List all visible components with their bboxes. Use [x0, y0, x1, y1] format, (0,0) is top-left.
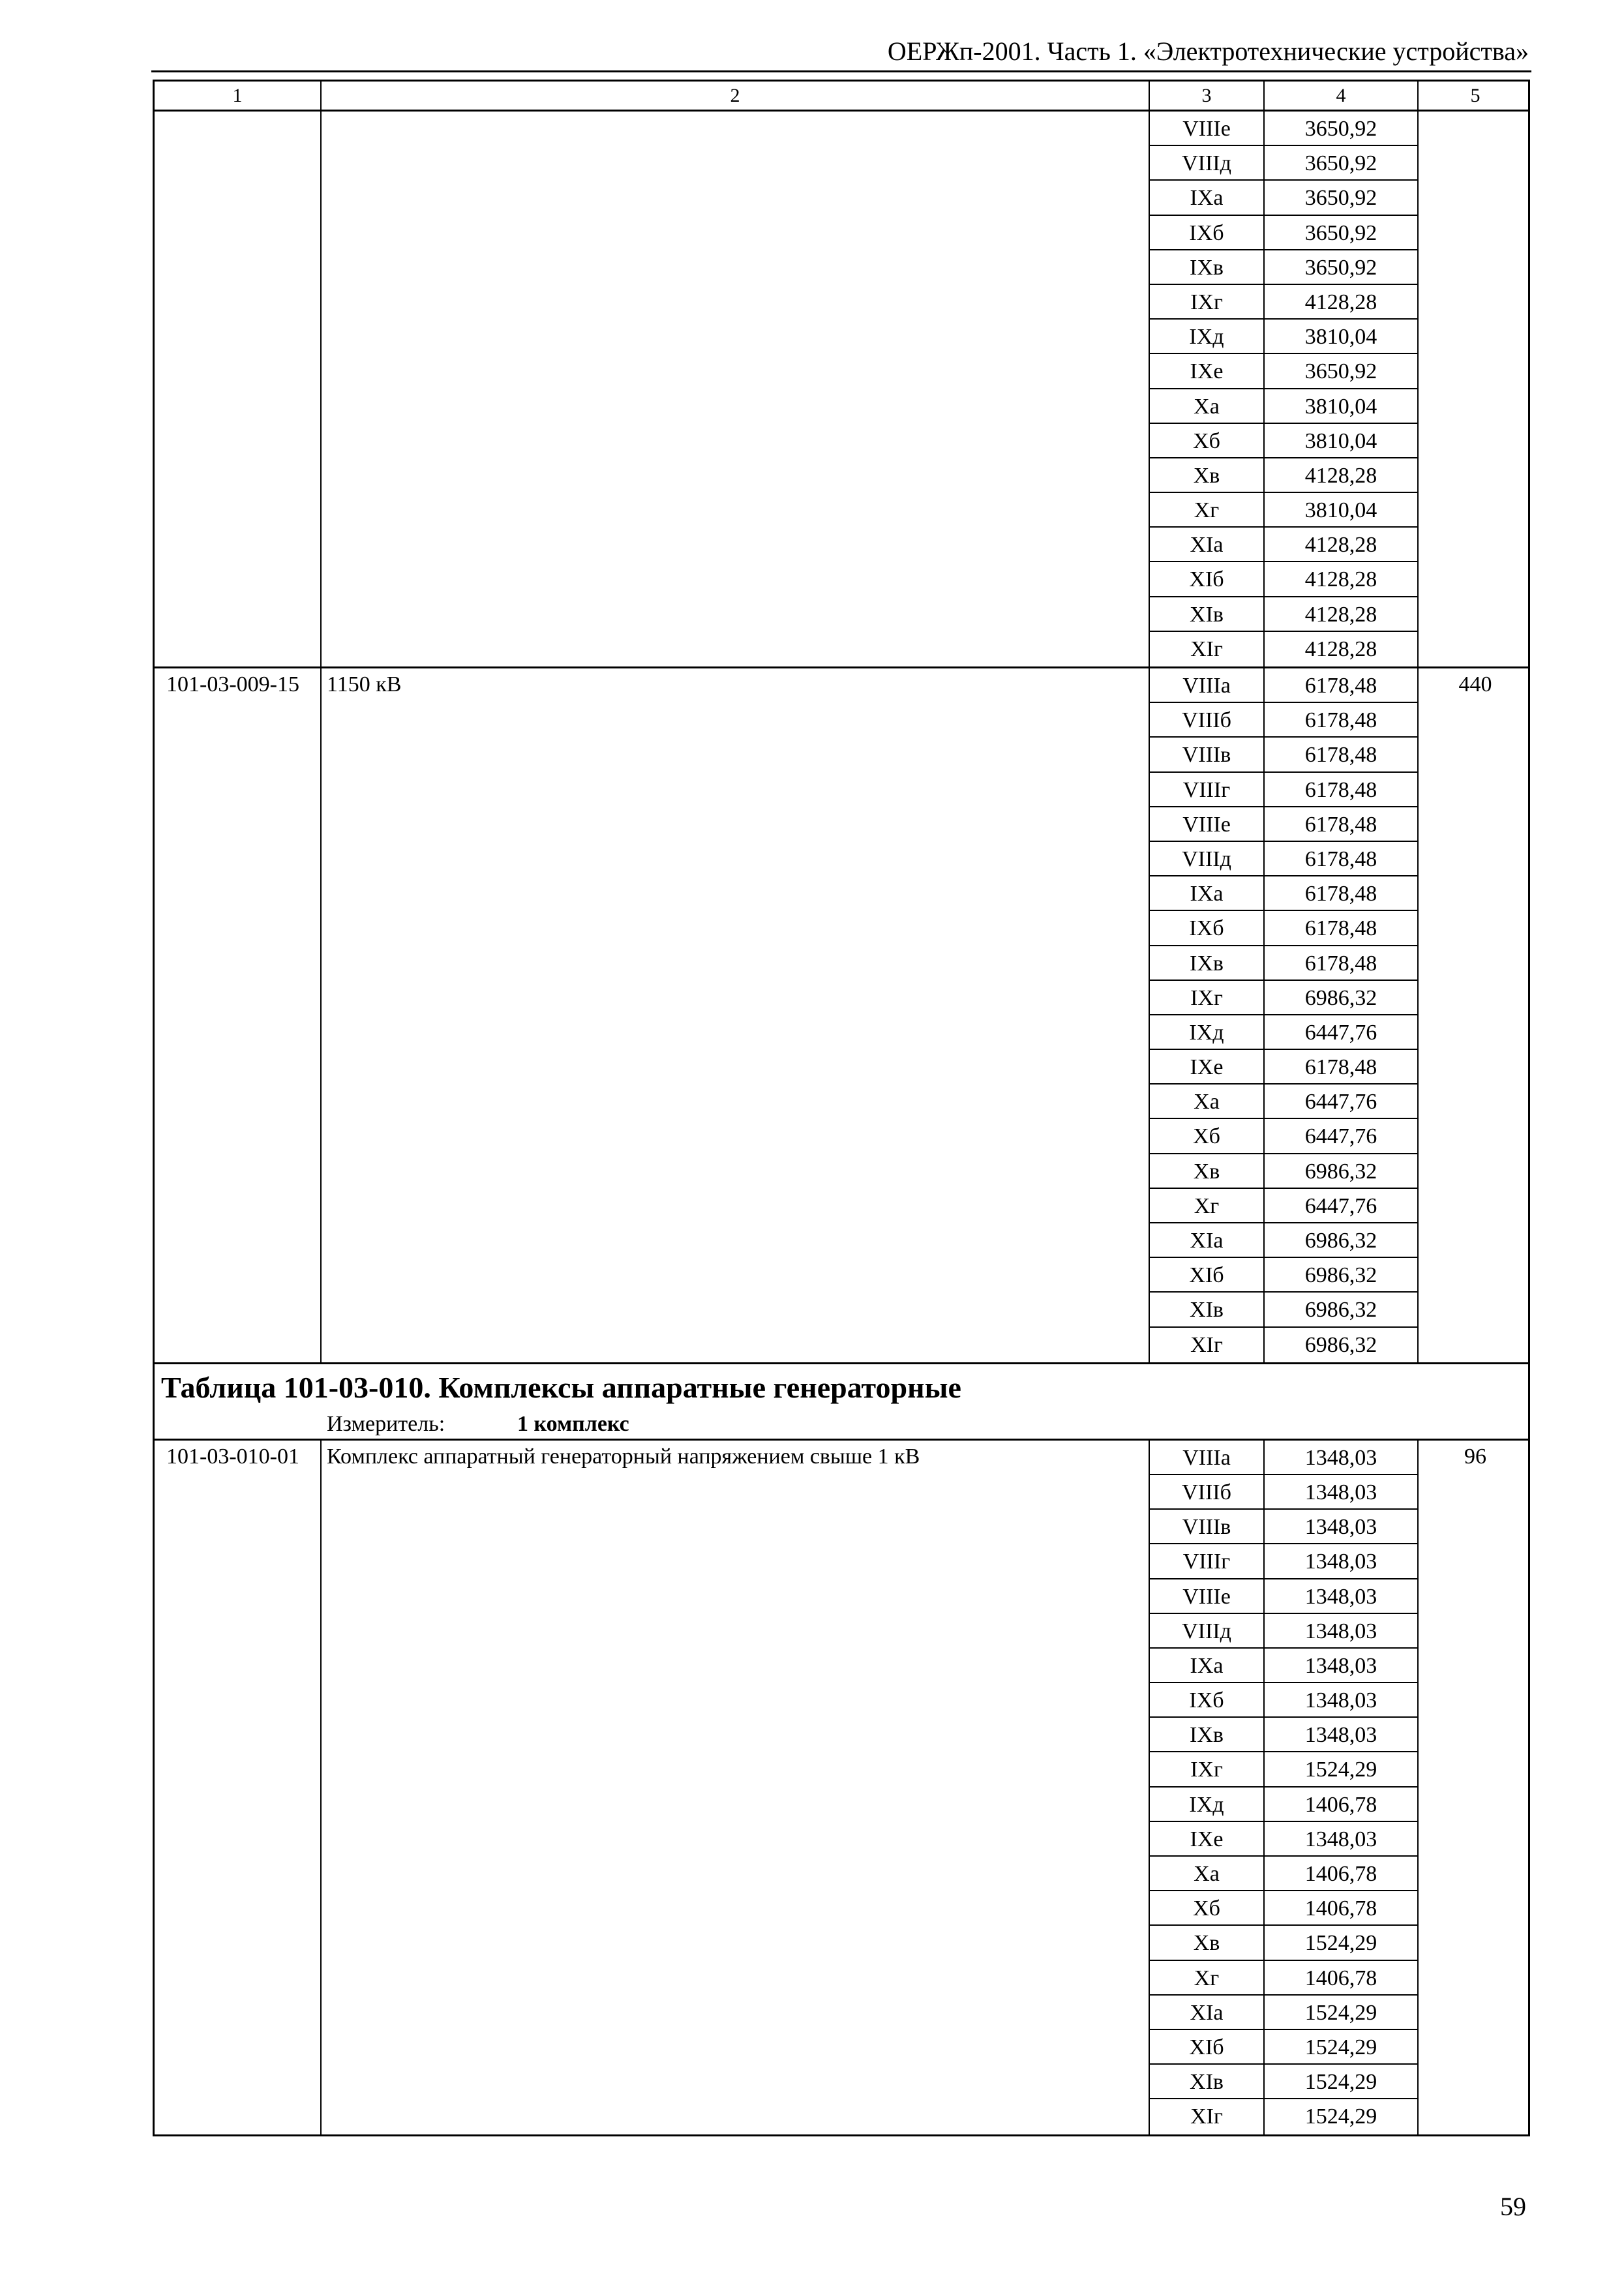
price-cell: 1348,03	[1265, 1544, 1417, 1579]
class-cell: IXб	[1150, 1683, 1263, 1718]
price-cell: 6447,76	[1265, 1189, 1417, 1223]
price-cell: 1348,03	[1265, 1475, 1417, 1510]
price-column	[1265, 668, 1419, 1362]
class-cell: VIIIв	[1150, 738, 1263, 772]
rate-code	[155, 112, 322, 666]
class-cell: IXа	[1150, 1649, 1263, 1683]
price-cell: 6986,32	[1265, 1258, 1417, 1293]
price-cell: 1524,29	[1304, 2104, 1377, 2129]
rates-table	[153, 80, 1530, 2136]
class-cell: IXв	[1150, 946, 1263, 981]
table-section-heading	[153, 1362, 1530, 1441]
price-cell: 6447,76	[1265, 1015, 1417, 1050]
class-cell: XIг	[1190, 2104, 1223, 2129]
price-cell: 6178,48	[1265, 738, 1417, 772]
price-cell: 6178,48	[1265, 773, 1417, 807]
price-cell: 6178,48	[1265, 668, 1417, 703]
price-column	[1265, 112, 1419, 666]
class-cell: VIIIа	[1150, 1441, 1263, 1475]
price-cell: 3650,92	[1265, 146, 1417, 181]
price-cell: 3650,92	[1265, 181, 1417, 215]
price-cell: 3810,04	[1265, 493, 1417, 528]
class-cell: VIIIе	[1150, 807, 1263, 842]
class-cell: VIIIб	[1150, 703, 1263, 738]
class-cell: IXг	[1150, 1752, 1263, 1787]
table-body-bottom	[153, 1441, 1530, 2134]
price-cell: 4128,28	[1265, 458, 1417, 493]
class-cell: IXг	[1150, 981, 1263, 1015]
meter-value: 1 комплекс	[517, 1411, 629, 1436]
class-cell: Xа	[1150, 389, 1263, 424]
class-cell: VIIIг	[1150, 773, 1263, 807]
price-cell: 1524,29	[1265, 1926, 1417, 1960]
price-cell: 4128,28	[1265, 285, 1417, 320]
running-header: ОЕРЖп-2001. Часть 1. «Электротехнические устройства»	[887, 37, 1529, 66]
class-cell: XIв	[1150, 2065, 1263, 2099]
price-cell: 6447,76	[1265, 1085, 1417, 1119]
class-cell: Xв	[1150, 458, 1263, 493]
class-cell: IXд	[1150, 1788, 1263, 1822]
norm-value: 96	[1464, 1444, 1486, 1469]
column-header-5: 5	[1470, 85, 1481, 106]
price-cell: 6986,32	[1265, 1223, 1417, 1258]
meter-label: Измеритель:	[327, 1411, 445, 1436]
price-cell: 1348,03	[1265, 1441, 1417, 1475]
class-cell: XIа	[1150, 528, 1263, 562]
class-cell: XIб	[1150, 2030, 1263, 2065]
price-cell: 1348,03	[1265, 1718, 1417, 1752]
table-title: Таблица 101-03-010. Комплексы аппаратные генераторные	[161, 1370, 961, 1404]
price-cell: 1348,03	[1265, 1822, 1417, 1857]
price-cell: 1348,03	[1265, 1510, 1417, 1544]
price-cell: 1348,03	[1265, 1683, 1417, 1718]
class-cell: XIв	[1150, 597, 1263, 632]
class-column	[1150, 1441, 1265, 2134]
price-column	[1265, 1441, 1419, 2134]
class-cell: VIIIе	[1150, 112, 1263, 146]
price-cell: 6986,32	[1265, 1293, 1417, 1327]
price-cell: 1348,03	[1265, 1614, 1417, 1649]
class-cell: IXд	[1150, 1015, 1263, 1050]
class-cell: VIIIв	[1150, 1510, 1263, 1544]
column-header-4: 4	[1265, 82, 1419, 110]
class-cell: IXб	[1150, 911, 1263, 946]
price-cell: 6178,48	[1265, 807, 1417, 842]
price-cell: 4128,28	[1265, 562, 1417, 597]
class-cell: Xа	[1150, 1857, 1263, 1891]
rate-description	[322, 112, 1150, 666]
class-cell: XIг	[1190, 636, 1223, 661]
price-cell: 6178,48	[1265, 876, 1417, 911]
price-cell: 3650,92	[1265, 216, 1417, 250]
class-cell: XIв	[1150, 1293, 1263, 1327]
price-cell: 1406,78	[1265, 1857, 1417, 1891]
table-row-group	[153, 666, 1530, 1362]
class-cell: VIIIг	[1150, 1544, 1263, 1579]
table-row-group	[153, 1441, 1530, 2134]
class-cell: IXа	[1150, 181, 1263, 215]
class-cell: XIб	[1150, 562, 1263, 597]
class-cell: IXв	[1150, 1718, 1263, 1752]
class-cell: VIIIа	[1150, 668, 1263, 703]
class-cell: Xб	[1150, 424, 1263, 458]
price-cell: 4128,28	[1265, 528, 1417, 562]
price-cell: 6178,48	[1265, 842, 1417, 876]
class-cell: Xг	[1150, 493, 1263, 528]
price-cell: 1348,03	[1265, 1649, 1417, 1683]
price-cell: 3650,92	[1265, 112, 1417, 146]
price-cell: 6986,32	[1265, 1154, 1417, 1189]
class-cell: Xб	[1150, 1891, 1263, 1926]
price-cell: 6178,48	[1265, 946, 1417, 981]
price-cell: 3810,04	[1265, 320, 1417, 354]
price-cell: 6986,32	[1304, 1332, 1377, 1357]
price-cell: 1524,29	[1265, 2030, 1417, 2065]
class-cell: Xа	[1150, 1085, 1263, 1119]
class-cell: Xб	[1150, 1119, 1263, 1154]
class-cell: IXе	[1150, 354, 1263, 389]
rate-code: 101-03-010-01	[155, 1441, 322, 2134]
price-cell: 4128,28	[1265, 597, 1417, 632]
class-cell: IXе	[1150, 1050, 1263, 1085]
class-cell: VIIIб	[1150, 1475, 1263, 1510]
class-cell: IXг	[1150, 285, 1263, 320]
class-cell: Xг	[1150, 1961, 1263, 1996]
price-cell: 6447,76	[1265, 1119, 1417, 1154]
class-cell: VIIIд	[1150, 842, 1263, 876]
price-cell: 3810,04	[1265, 389, 1417, 424]
price-cell: 3810,04	[1265, 424, 1417, 458]
price-cell: 1524,29	[1265, 1996, 1417, 2030]
class-cell: XIг	[1190, 1332, 1223, 1357]
class-cell: IXа	[1150, 876, 1263, 911]
header-rule	[151, 70, 1531, 72]
rate-description: 1150 кВ	[322, 668, 1150, 1362]
price-cell: 1348,03	[1265, 1579, 1417, 1614]
price-cell: 1406,78	[1265, 1788, 1417, 1822]
price-cell: 6178,48	[1265, 911, 1417, 946]
rate-code: 101-03-009-15	[155, 668, 322, 1362]
column-header-1: 1	[155, 82, 322, 110]
price-cell: 6178,48	[1265, 1050, 1417, 1085]
column-header-row	[153, 82, 1530, 112]
norm-value: 440	[1458, 672, 1492, 696]
price-cell: 6178,48	[1265, 703, 1417, 738]
norm-value	[1419, 112, 1532, 666]
price-cell: 1524,29	[1265, 2065, 1417, 2099]
price-cell: 1524,29	[1265, 1752, 1417, 1787]
column-header-3: 3	[1150, 82, 1265, 110]
class-cell: XIа	[1150, 1223, 1263, 1258]
class-cell: Xв	[1150, 1926, 1263, 1960]
table-body-top	[153, 112, 1530, 1362]
class-cell: IXе	[1150, 1822, 1263, 1857]
price-cell: 1406,78	[1265, 1891, 1417, 1926]
class-cell: Xг	[1150, 1189, 1263, 1223]
class-cell: Xв	[1150, 1154, 1263, 1189]
class-column	[1150, 668, 1265, 1362]
price-cell: 3650,92	[1265, 250, 1417, 285]
class-cell: XIа	[1150, 1996, 1263, 2030]
page-number: 59	[1500, 2192, 1526, 2221]
class-cell: VIIIе	[1150, 1579, 1263, 1614]
price-cell: 3650,92	[1265, 354, 1417, 389]
price-cell: 6986,32	[1265, 981, 1417, 1015]
class-cell: VIIIд	[1150, 146, 1263, 181]
price-cell: 1406,78	[1265, 1961, 1417, 1996]
class-cell: VIIIд	[1150, 1614, 1263, 1649]
class-cell: IXв	[1150, 250, 1263, 285]
rate-description: Комплекс аппаратный генераторный напряжением свыше 1 кВ	[322, 1441, 1150, 2134]
class-cell: IXб	[1150, 216, 1263, 250]
table-row-group	[153, 112, 1530, 666]
class-column	[1150, 112, 1265, 666]
column-header-2: 2	[322, 82, 1150, 110]
price-cell: 4128,28	[1304, 636, 1377, 661]
class-cell: XIб	[1150, 1258, 1263, 1293]
class-cell: IXд	[1150, 320, 1263, 354]
